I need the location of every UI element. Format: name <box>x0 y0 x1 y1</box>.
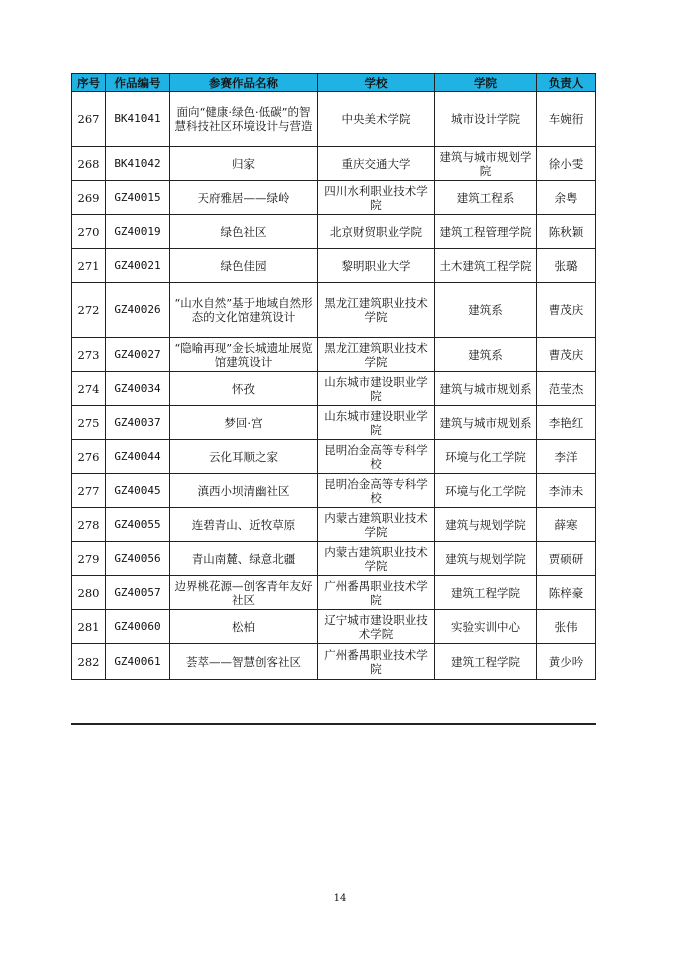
cell-title: 归家 <box>170 147 318 181</box>
column-header-no: 序号 <box>72 74 106 92</box>
table-row <box>72 406 596 440</box>
cell-leader: 车婉衎 <box>537 92 596 147</box>
table-row <box>72 610 596 644</box>
cell-title: 云化耳顺之家 <box>170 440 318 474</box>
table-row <box>72 249 596 283</box>
cell-college: 建筑工程学院 <box>435 576 537 610</box>
cell-title: “山水自然”基于地域自然形态的文化馆建筑设计 <box>170 283 318 338</box>
cell-code: GZ40026 <box>106 283 170 338</box>
cell-school: 辽宁城市建设职业技术学院 <box>318 610 435 644</box>
cell-school: 黎明职业大学 <box>318 249 435 283</box>
cell-no: 267 <box>72 92 106 147</box>
cell-title: 连碧青山、近牧草原 <box>170 508 318 542</box>
cell-leader: 薛寒 <box>537 508 596 542</box>
cell-college: 建筑与规划学院 <box>435 508 537 542</box>
cell-college: 城市设计学院 <box>435 92 537 147</box>
cell-leader: 张璐 <box>537 249 596 283</box>
cell-code: GZ40061 <box>106 644 170 680</box>
cell-leader: 黄少吟 <box>537 644 596 680</box>
cell-code: GZ40034 <box>106 372 170 406</box>
cell-school: 山东城市建设职业学院 <box>318 406 435 440</box>
cell-leader: 李沛未 <box>537 474 596 508</box>
column-header-code: 作品编号 <box>106 74 170 92</box>
table-row <box>72 147 596 181</box>
cell-college: 建筑与规划学院 <box>435 542 537 576</box>
cell-school: 山东城市建设职业学院 <box>318 372 435 406</box>
cell-school: 四川水利职业技术学院 <box>318 181 435 215</box>
cell-school: 昆明冶金高等专科学校 <box>318 474 435 508</box>
cell-college: 环境与化工学院 <box>435 474 537 508</box>
cell-no: 273 <box>72 338 106 372</box>
cell-college: 环境与化工学院 <box>435 440 537 474</box>
cell-college: 实验实训中心 <box>435 610 537 644</box>
cell-code: GZ40015 <box>106 181 170 215</box>
cell-no: 280 <box>72 576 106 610</box>
table-row <box>72 508 596 542</box>
table-row <box>72 215 596 249</box>
cell-school: 中央美术学院 <box>318 92 435 147</box>
cell-title: 松柏 <box>170 610 318 644</box>
cell-college: 建筑系 <box>435 283 537 338</box>
cell-code: GZ40055 <box>106 508 170 542</box>
cell-college: 建筑工程系 <box>435 181 537 215</box>
cell-title: 边界桃花源—创客青年友好社区 <box>170 576 318 610</box>
table-row <box>72 474 596 508</box>
cell-college: 建筑工程学院 <box>435 644 537 680</box>
cell-title: 梦回·宫 <box>170 406 318 440</box>
cell-code: GZ40019 <box>106 215 170 249</box>
table-row <box>72 283 596 338</box>
cell-no: 276 <box>72 440 106 474</box>
table-row <box>72 542 596 576</box>
cell-code: GZ40045 <box>106 474 170 508</box>
table-row <box>72 644 596 680</box>
cell-leader: 曹茂庆 <box>537 338 596 372</box>
cell-leader: 曹茂庆 <box>537 283 596 338</box>
column-header-title: 参赛作品名称 <box>170 74 318 92</box>
cell-college: 土木建筑工程学院 <box>435 249 537 283</box>
cell-leader: 张伟 <box>537 610 596 644</box>
cell-school: 广州番禺职业技术学院 <box>318 576 435 610</box>
cell-school: 内蒙古建筑职业技术学院 <box>318 542 435 576</box>
cell-code: GZ40044 <box>106 440 170 474</box>
cell-leader: 徐小雯 <box>537 147 596 181</box>
cell-no: 278 <box>72 508 106 542</box>
cell-code: BK41042 <box>106 147 170 181</box>
cell-leader: 李艳红 <box>537 406 596 440</box>
column-header-leader: 负责人 <box>537 74 596 92</box>
cell-leader: 余粤 <box>537 181 596 215</box>
table-row <box>72 576 596 610</box>
cell-school: 黑龙江建筑职业技术学院 <box>318 338 435 372</box>
cell-code: GZ40037 <box>106 406 170 440</box>
cell-school: 内蒙古建筑职业技术学院 <box>318 508 435 542</box>
cell-no: 279 <box>72 542 106 576</box>
cell-title: 青山南麓、绿意北疆 <box>170 542 318 576</box>
cell-no: 269 <box>72 181 106 215</box>
cell-college: 建筑与城市规划系 <box>435 406 537 440</box>
award-table <box>71 73 596 680</box>
cell-no: 272 <box>72 283 106 338</box>
table-bottom-rule <box>71 723 596 725</box>
column-header-school: 学校 <box>318 74 435 92</box>
table-row <box>72 372 596 406</box>
cell-school: 广州番禺职业技术学院 <box>318 644 435 680</box>
cell-school: 北京财贸职业学院 <box>318 215 435 249</box>
cell-title: 怀孜 <box>170 372 318 406</box>
cell-code: GZ40021 <box>106 249 170 283</box>
cell-leader: 陈秋颖 <box>537 215 596 249</box>
cell-leader: 李洋 <box>537 440 596 474</box>
cell-no: 275 <box>72 406 106 440</box>
cell-code: GZ40060 <box>106 610 170 644</box>
cell-school: 黑龙江建筑职业技术学院 <box>318 283 435 338</box>
page-number: 14 <box>333 893 347 904</box>
cell-no: 282 <box>72 644 106 680</box>
cell-college: 建筑工程管理学院 <box>435 215 537 249</box>
cell-title: 绿色社区 <box>170 215 318 249</box>
cell-code: GZ40056 <box>106 542 170 576</box>
table-row <box>72 181 596 215</box>
cell-title: 绿色佳园 <box>170 249 318 283</box>
cell-title: 面向“健康·绿色·低碳”的智慧科技社区环境设计与营造 <box>170 92 318 147</box>
cell-leader: 贾硕研 <box>537 542 596 576</box>
table-row <box>72 338 596 372</box>
cell-school: 昆明冶金高等专科学校 <box>318 440 435 474</box>
cell-leader: 陈梓豪 <box>537 576 596 610</box>
column-header-college: 学院 <box>435 74 537 92</box>
cell-title: “隐喻再现”金长城遗址展览馆建筑设计 <box>170 338 318 372</box>
cell-no: 270 <box>72 215 106 249</box>
table-header-row <box>72 74 596 92</box>
cell-no: 281 <box>72 610 106 644</box>
cell-title: 滇西小坝清幽社区 <box>170 474 318 508</box>
cell-leader: 范莹杰 <box>537 372 596 406</box>
cell-school: 重庆交通大学 <box>318 147 435 181</box>
cell-code: BK41041 <box>106 92 170 147</box>
table-row <box>72 92 596 147</box>
cell-title: 天府雅居——绿岭 <box>170 181 318 215</box>
cell-college: 建筑与城市规划系 <box>435 372 537 406</box>
cell-code: GZ40027 <box>106 338 170 372</box>
cell-college: 建筑系 <box>435 338 537 372</box>
cell-no: 268 <box>72 147 106 181</box>
table-row <box>72 440 596 474</box>
cell-college: 建筑与城市规划学院 <box>435 147 537 181</box>
cell-no: 274 <box>72 372 106 406</box>
cell-no: 277 <box>72 474 106 508</box>
cell-title: 荟萃——智慧创客社区 <box>170 644 318 680</box>
cell-no: 271 <box>72 249 106 283</box>
cell-code: GZ40057 <box>106 576 170 610</box>
